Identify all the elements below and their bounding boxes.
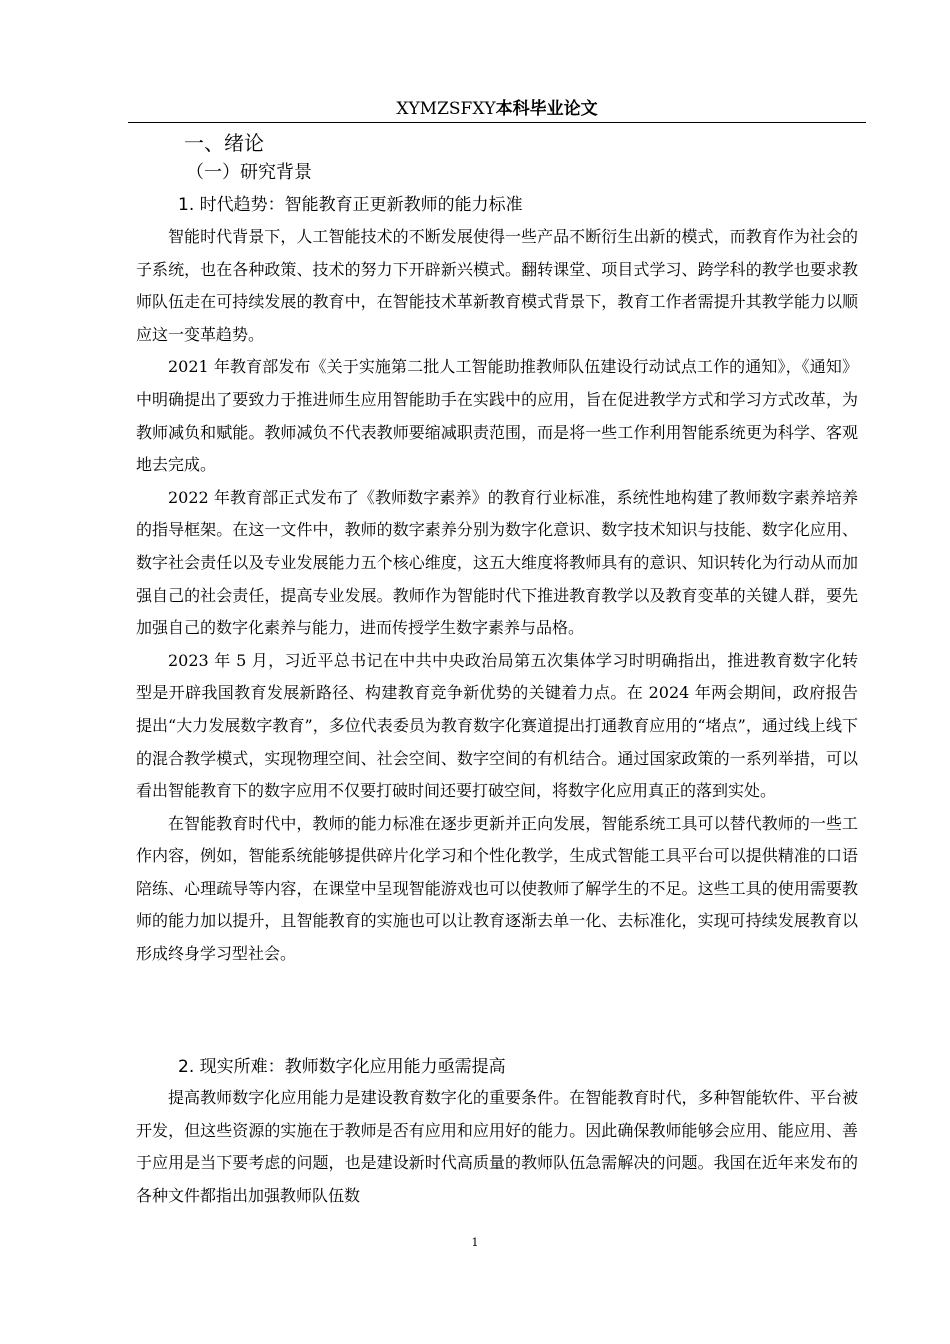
section2-body — [136, 1082, 858, 1212]
header-code: XYMZSFXY — [396, 99, 496, 119]
chapter-heading: 一、绪论 — [184, 131, 264, 155]
subsection-heading-2: 2. 现实所难：教师数字化应用能力亟需提高 — [178, 1057, 506, 1077]
page-number: 1 — [471, 1236, 479, 1249]
paragraph: 2023 年 5 月，习近平总书记在中共中央政治局第五次集体学习时明确指出，推进教育数字化转型是开辟我国教育发展新路径、构建教育竞争新优势的关键着力点。在 2024 年两会期间，政府报告提出“大力发展数字教育”，多位代表委员为教育数字化赛道提出打通教育应用的“堵点”，通过线上线下的混合教学模式，实现物理空间、社会空间、数字空间的有机结合。通过国家政策的一系列举措，可以看出智能教育下的数字应用不仅要打破时间还要打破空间，将数字化应用真正的落到实处。 — [136, 650, 858, 801]
paragraph: 2022 年教育部正式发布了《教师数字素养》的教育行业标准，系统性地构建了教师数字素养培养的指导框架。在这一文件中，教师的数字素养分别为数字化意识、数字技术知识与技能、数字化应用、数字社会责任以及专业发展能力五个核心维度，这五大维度将教师具有的意识、知识转化为行动从而加强自己的社会责任，提高专业发展。教师作为智能时代下推进教育教学以及教育变革的关键人群，要先加强自己的数字化素养与能力，进而传授学生数字素养与品格。 — [136, 487, 858, 638]
section-heading: （一）研究背景 — [186, 162, 312, 183]
section1-body — [136, 221, 858, 971]
header-rule — [128, 122, 866, 123]
paragraph: 提高教师数字化应用能力是建设教育数字化的重要条件。在智能教育时代，多种智能软件、平台被开发，但这些资源的实施在于教师是否有应用和应用好的能力。因此确保教师能够会应用、能应用、善于应用是当下要考虑的问题，也是建设新时代高质量的教师队伍急需解决的问题。我国在近年来发布的各种文件都指出加强教师队伍数 — [136, 1088, 858, 1205]
paragraph: 2021 年教育部发布《关于实施第二批人工智能助推教师队伍建设行动试点工作的通知》，《通知》中明确提出了要致力于推进师生应用智能助手在实践中的应用，旨在促进教学方式和学习方式改革，为教师减负和赋能。教师减负不代表教师要缩减职责范围，而是将一些工作利用智能系统更为科学、客观地去完成。 — [136, 357, 858, 475]
header-title: 本科毕业论文 — [495, 99, 598, 119]
running-header — [128, 96, 866, 122]
subsection-heading-1: 1. 时代趋势：智能教育正更新教师的能力标准 — [178, 195, 523, 215]
paragraph: 智能时代背景下，人工智能技术的不断发展使得一些产品不断衍生出新的模式，而教育作为社会的子系统，也在各种政策、技术的努力下开辟新兴模式。翻转课堂、项目式学习、跨学科的教学也要求教师队伍走在可持续发展的教育中，在智能技术革新教育模式背景下，教育工作者需提升其教学能力以顺应这一变革趋势。 — [136, 227, 858, 344]
paragraph: 在智能教育时代中，教师的能力标准在逐步更新并正向发展，智能系统工具可以替代教师的一些工作内容，例如，智能系统能够提供碎片化学习和个性化教学，生成式智能工具平台可以提供精准的口语陪练、心理疏导等内容，在课堂中呈现智能游戏也可以使教师了解学生的不足。这些工具的使用需要教师的能力加以提升，且智能教育的实施也可以让教育逐渐去单一化、去标准化，实现可持续发展教育以形成终身学习型社会。 — [136, 813, 858, 964]
